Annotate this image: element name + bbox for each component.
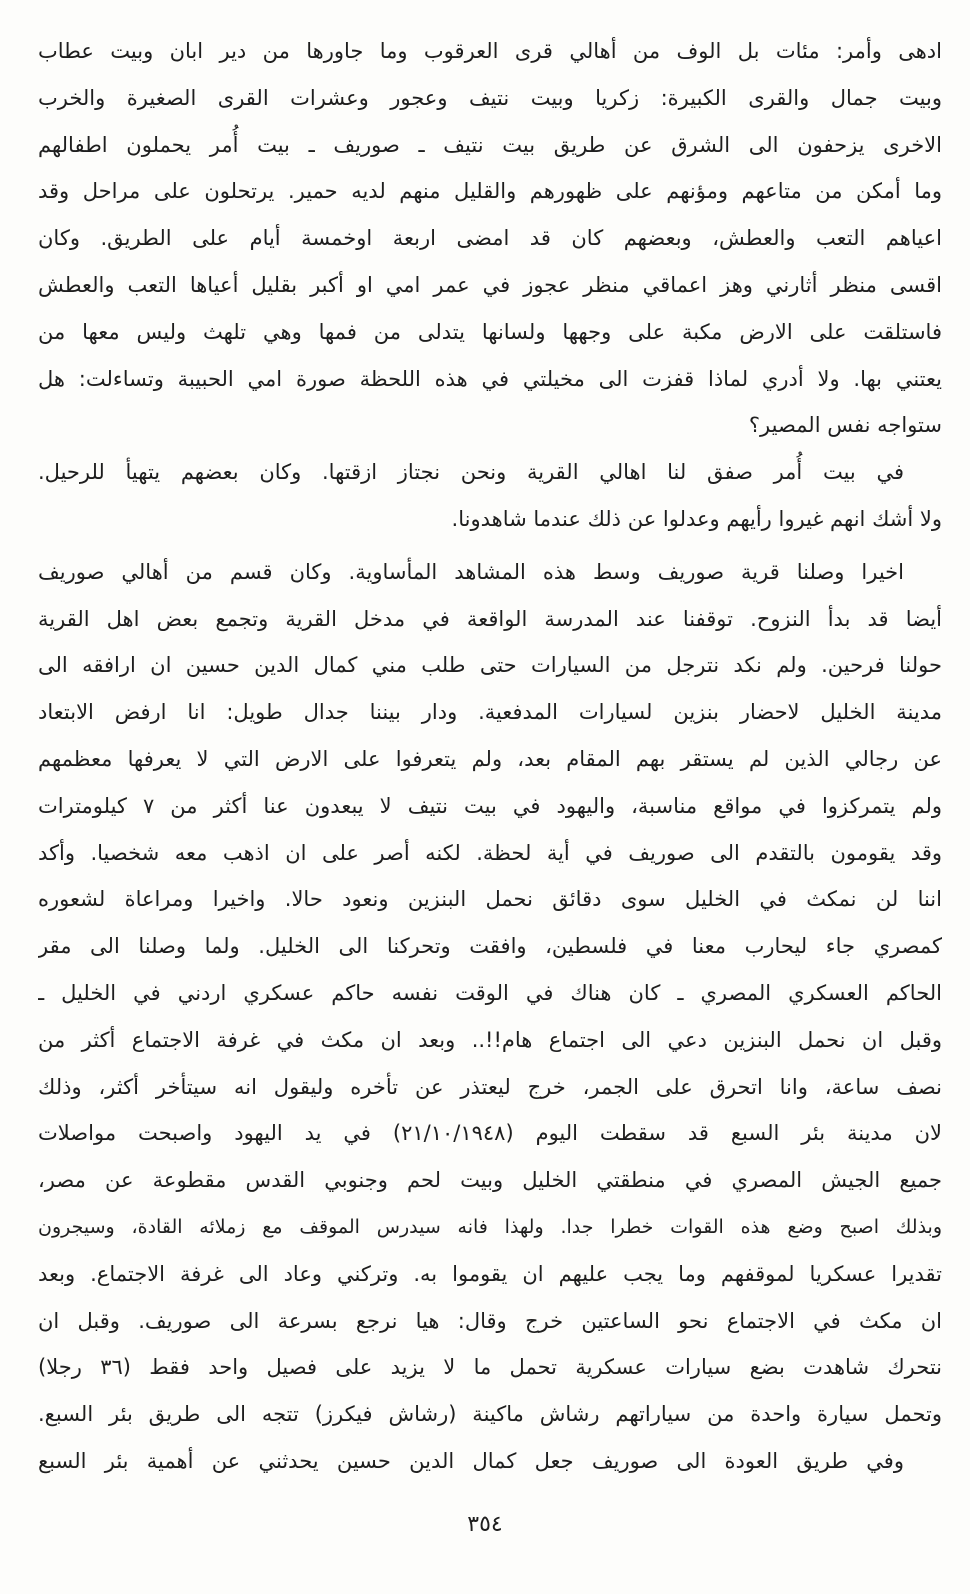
text-line: نصف ساعة، وانا اتحرق على الجمر، خرج ليعتذر عن تأخره وليقول انه سيتأخر أكثر، وذلك	[38, 1074, 942, 1099]
text-line: الاخرى يزحفون الى الشرق عن طريق بيت نتيف ـ صوريف ـ بيت أُمر يحملون اطفالهم	[38, 132, 942, 157]
text-line: أيضا قد بدأ النزوح. توقفنا عند المدرسة الواقعة في مدخل القرية وتجمع بعض اهل القرية	[38, 606, 942, 631]
text-line: ولم يتمركزوا في مواقع مناسبة، واليهود في بيت نتيف لا يبعدون عنا أكثر من ٧ كيلومترات	[38, 793, 942, 818]
text-line: اعياهم التعب والعطش، وبعضهم كان قد امضى اربعة اوخمسة أيام على الطريق. وكان	[38, 226, 942, 251]
text-line: ان مكث في الاجتماع نحو الساعتين خرج وقال: هيا نرجع بسرعة الى صوريف. وقبل ان	[38, 1308, 942, 1333]
text-line: الحاكم العسكري المصري ـ كان هناك في الوقت نفسه حاكم عسكري اردني في الخليل ـ	[38, 980, 942, 1005]
text-line: اننا لن نمكث في الخليل سوى دقائق نحمل البنزين ونعود حالا. واخيرا ومراعاة لشعوره	[38, 887, 942, 912]
text-line: تقديرا عسكريا لموقفهم وما يجب عليهم ان يقوموا به. وتركني وعاد الى غرفة الاجتماع. وبعد	[38, 1261, 942, 1286]
page-body-text	[38, 28, 942, 1485]
text-line: وتحمل سيارة واحدة من سياراتهم رشاش ماكينة (رشاش فيكرز) تتجه الى طريق بئر السبع.	[38, 1402, 942, 1427]
text-line: وقد يقومون بالتقدم الى صوريف في أية لحظة. لكنه أصر على ان اذهب معه شخصيا. وأكد	[38, 840, 942, 865]
text-line: ستواجه نفس المصير؟	[748, 413, 942, 438]
text-line: جميع الجيش المصري في منطقتي الخليل وبيت لحم وجنوبي القدس مقطوعة عن مصر،	[38, 1168, 942, 1193]
text-line: اقسى منظر أثارني وهز اعماقي منظر عجوز في عمر امي او أكبر بقليل أعياها التعب والعطش	[38, 272, 942, 297]
text-line: وبذلك اصبح وضع هذه القوات خطرا جدا. ولهذا فانه سيدرس الموقف مع زملائه القادة، وسيجرون	[38, 1215, 942, 1238]
text-line: وما أمكن من متاعهم ومؤنهم على ظهورهم والقليل منهم لديه حمير. يرتحلون على مراحل وقد	[38, 179, 942, 204]
text-line: ولا أشك انهم غيروا رأيهم وعدلوا عن ذلك عندما شاهدونا.	[451, 506, 942, 531]
text-line: نتحرك شاهدت بضع سيارات عسكرية تحمل ما لا يزيد على فصيل واحد فقط (٣٦ رجلا)	[38, 1355, 942, 1380]
page-number: ٣٥٤	[467, 1512, 503, 1537]
text-line: اخيرا وصلنا قرية صوريف وسط هذه المشاهد المأساوية. وكان قسم من أهالي صوريف	[38, 559, 904, 584]
text-line: كمصري جاء ليحارب معنا في فلسطين، وافقت وتحركنا الى الخليل. ولما وصلنا الى مقر	[38, 934, 942, 959]
text-line: مدينة الخليل لاحضار بنزين لسيارات المدفعية. ودار بيننا جدال طويل: انا ارفض الابتعاد	[38, 700, 942, 725]
text-line: وقبل ان نحمل البنزين دعي الى اجتماع هام!!.. وبعد ان مكث في غرفة الاجتماع أكثر من	[38, 1027, 942, 1052]
text-line: وفي طريق العودة الى صوريف جعل كمال الدين حسين يحدثني عن أهمية بئر السبع	[38, 1448, 904, 1473]
text-line: ادهى وأمر: مئات بل الوف من أهالي قرى العرقوب وما جاورها من دير ابان وبيت عطاب	[38, 39, 942, 63]
text-line: فاستلقت على الارض مكبة على وجهها ولسانها يتدلى من فمها وهي تلهث وليس معها من	[38, 319, 942, 344]
text-line: لان مدينة بئر السبع قد سقطت اليوم (٢١/١٠/١٩٤٨) في يد اليهود واصبحت مواصلات	[38, 1121, 942, 1146]
text-line: في بيت أُمر صفق لنا اهالي القرية ونحن نجتاز ازقتها. وكان بعضهم يتهيأ للرحيل.	[38, 460, 904, 485]
text-line: وبيت جمال والقرى الكبيرة: زكريا وبيت نتيف وعجور وعشرات القرى الصغيرة والخرب	[38, 85, 942, 110]
text-line: حولنا فرحين. ولم نكد نترجل من السيارات حتى طلب مني كمال الدين حسين ان ارافقه الى	[38, 653, 942, 678]
text-line: عن رجالي الذين لم يستقر بهم المقام بعد، ولم يتعرفوا على الارض التي لا يعرفها معظمهم	[38, 746, 942, 771]
text-line: يعتني بها. ولا أدري لماذا قفزت الى مخيلتي في هذه اللحظة صورة امي الحبيبة وتساءلت: هل	[38, 366, 942, 391]
